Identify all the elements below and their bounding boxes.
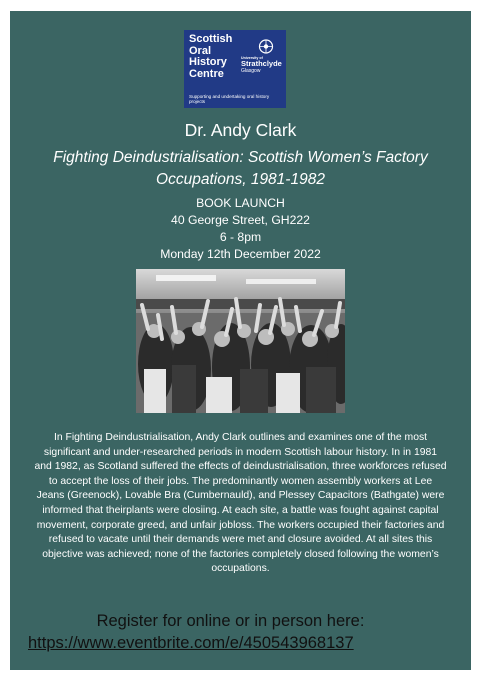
book-title: Fighting Deindustrialisation: Scottish Women’s Factory Occupations, 1981-1982: [53, 149, 428, 188]
speaker-name: Dr. Andy Clark: [184, 120, 297, 140]
crest-icon: [258, 39, 274, 54]
crowd-photo-illustration: [136, 269, 345, 413]
scottish-oral-history-centre-logo: [184, 30, 286, 108]
register-prompt: Register for online or in person here:: [96, 612, 365, 630]
event-label: BOOK LAUNCH: [196, 196, 285, 210]
logo-title: Scottish Oral History Centre: [189, 33, 233, 80]
event-poster: [10, 11, 471, 670]
logo-university-of: University of: [241, 56, 263, 60]
event-time: 6 - 8pm: [219, 230, 262, 244]
eventbrite-link[interactable]: https://www.eventbrite.com/e/450543968137: [28, 634, 354, 652]
crowd-photo: [136, 269, 345, 413]
event-location: 40 George Street, GH222: [171, 213, 310, 227]
logo-tagline: Supporting and undertaking oral history projects: [189, 94, 270, 105]
event-date: Monday 12th December 2022: [160, 247, 321, 261]
event-details: [10, 195, 471, 263]
logo-glasgow: Glasgow: [241, 68, 261, 74]
book-description: In Fighting Deindustrialisation, Andy Clark outlines and examines one of the most significant and under-researched periods in modern Scottish labour history. In in 1981 and 1982, as Scotland suffered the effects of deindustrialisation, three workforces refused to accept the loss of their jobs. The predominantly women assembly workers at Lee Jeans (Greenock), Lovable Bra (Cumbernauld), and Plessey Capacitors (Bathgate) were informed that theirplants were closiing. At each site, a battle was fought against capital movement, corporate greed, and unfair jobloss. The workers occupied their factories and refused to vacate until their demands were met and closure avoided. At all sites this objective was achieved; none of the factories completely closed following the women’s occupations.: [34, 432, 447, 575]
logo-strathclyde: Strathclyde: [241, 59, 282, 68]
